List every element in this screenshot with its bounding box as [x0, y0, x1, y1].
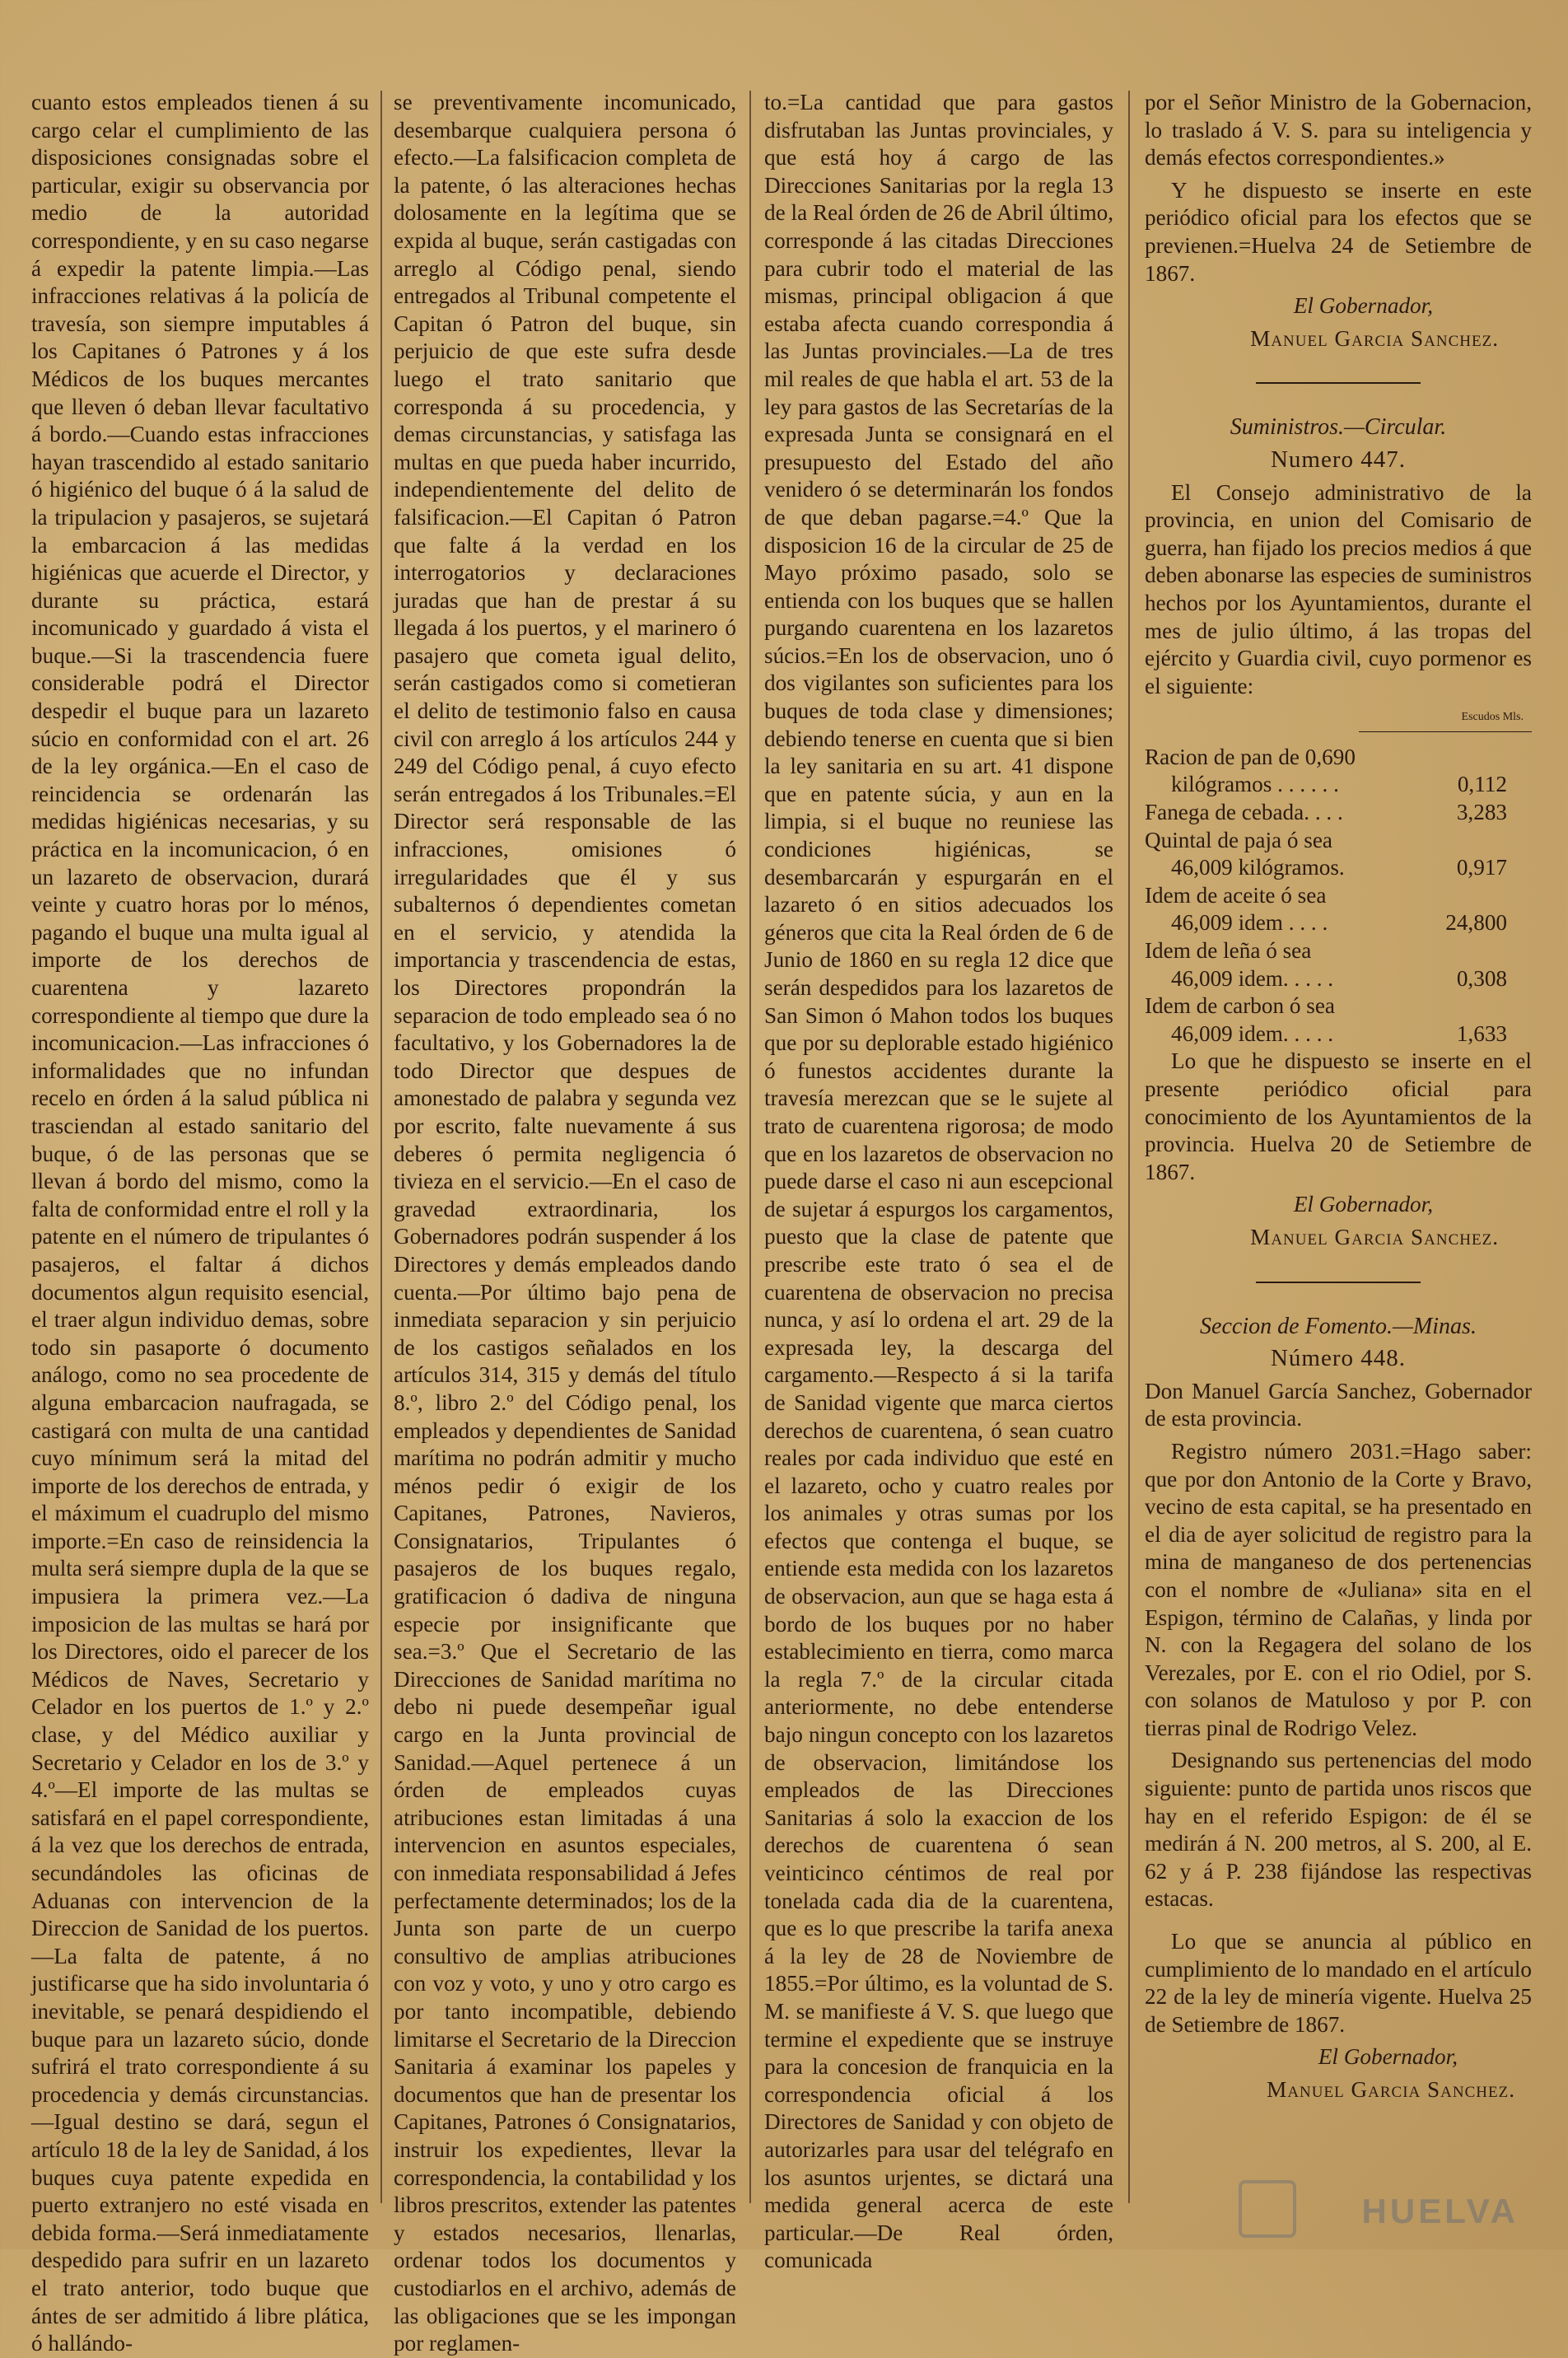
- column-divider: [380, 91, 382, 2203]
- column-divider: [1128, 91, 1130, 2203]
- column-3: [764, 89, 1113, 2273]
- signature-name: Manuel Garcia Sanchez.: [1250, 325, 1499, 351]
- price-row: Fanega de cebada. . . . 3,283: [1145, 800, 1507, 825]
- mining-registry-body: Registro número 2031.=Hago saber: que por don Antonio de la Corte y Bravo, vecino de esta capital, se ha presentado en el dia de ayer solicitud de registro para la mina de manganeso de dos pertenencias con el nombre de «Juliana» sita en el Espigon, término de Calañas, y linda por N. con la Regagera del solano de los Verezales, por E. con el rio Odiel, por S. con solanos de Matuloso y por P. con tierras pinal de Rodrigo Velez.: [1145, 1438, 1532, 1740]
- column-3-text: to.=La cantidad que para gastos disfrutaban las Juntas provinciales, y que está hoy á cargo de las Direcciones Sanitarias por la regla 13 de la Real órden de 26 de Abril último, corresponde á las citadas Direcciones para cubrir todo el material de las mismas, principal obligacion á que estaba afecta cuando correspondia á las Juntas provinciales.—La de tres mil reales de que habla el art. 53 de la ley para gastos de las Secretarías de la expresada Junta se consignará en el presupuesto del Estado del año venidero ó se determinarán los fondos de que deban pagarse.=4.º Que la disposicion 16 de la circular de 25 de Mayo próximo pasado, solo se entienda con los buques que se hallen purgando cuarentena en los lazaretos súcios.=En los de observacion, uno ó dos vigilantes son suficientes para los buques de toda clase y dimensiones; debiendo tenerse en cuenta que si bien la ley sanitaria en su art. 41 dispone que en patente súcia, y aun en la limpia, si el buque no reuniese las condiciones higiénicas, se desembarcarán y espurgarán en el lazareto ó en sitios adecuados los géneros que cita la Real órden de 6 de Junio de 1860 en su regla 12 dice que serán despedidos para los lazaretos de San Simon ó Mahon todos los buques que por su deplorable estado higiénico ó funestos accidentes durante la travesía merezcan que se le sujete al trato de cuarentena rigorosa; de modo que en los lazaretos de observacion no puede darse el caso ni aun escepcional de sujetar á espurgos los cargamentos, puesto que la clase de patente que prescribe este trato ó sea el de cuarentena de observacion no precisa nunca, y así lo ordena el art. 29 de la expresada ley, la descarga del cargamento.—Respecto á si la tarifa de Sanidad vigente que marca ciertos derechos de cuarentena, ó sean cuatro reales por cada individuo que esté en el lazareto, ocho y cuatro reales por los animales y otras sumas por los efectos que contenga el buque, se entiende esta medida con los lazaretos de observacion, aun que se haga esta á bordo de los buques por no haber establecimiento en tierra, como marca la regla 7.º de la circular citada anteriormente, no debe entenderse bajo ningun concepto con los lazaretos de observacion, limitándose los empleados de las Direcciones Sanitarias á solo la exaccion de los derechos de cuarentena ó sean veinticinco céntimos de real por tonelada cada dia de la cuarentena, que es lo que prescribe la tarifa anexa á la ley de 28 de Noviembre de 1855.=Por último, es la voluntad de S. M. se manifieste á V. S. que luego que termine el expediente que se instruye para la concesion de franquicia en la correspondencia oficial á los Directores de Sanidad y con objeto de autorizarles para usar del telégrafo en los asuntos urjentes, se dictará una medida general acerca de este particular.—De Real órden, comunicada: [764, 90, 1113, 2273]
- column-1-text: cuanto estos empleados tienen á su cargo celar el cumplimiento de las disposiciones consignadas sobre el particular, exigir su observancia por medio de la autoridad correspondiente, y en su caso negarse á expedir la patente limpia.—Las infracciones relativas á la policía de travesía, son siempre imputables á los Capitanes ó Patrones y á los Médicos de los buques mercantes que lleven ó deban llevar facultativo á bordo.—Cuando estas infracciones hayan trascendido al estado sanitario ó higiénico del buque ó á la salud de la tripulacion y pasajeros, se sujetará la embarcacion á las medidas higiénicas que acuerde el Director, y durante su práctica, estará incomunicado y guardado á vista el buque.—Si la trascendencia fuere considerable podrá el Director despedir el buque para un lazareto súcio en conformidad con el art. 26 de la ley orgánica.—En el caso de reincidencia se ordenarán las medidas higiénicas necesarias, y su práctica en la incomunicacion, ó en un lazareto de observacion, durará veinte y cuatro horas por lo ménos, pagando el buque una multa igual al importe de los derechos de cuarentena y lazareto correspondiente al tiempo que dure la incomunicacion.—Las infracciones ó informalidades que no infundan recelo en órden á la salud pública ni trasciendan al estado sanitario del buque, ó de las personas que se llevan á bordo del mismo, como la falta de conformidad entre el roll y la patente en el número de tripulantes ó pasajeros, el faltar á dichos documentos algun requisito esencial, el traer algun individuo demas, sobre todo sin pasaporte ó documento análogo, como no sea procedente de alguna embarcacion naufragada, se castigará con multa de una cantidad cuyo mínimum será la mitad del importe de los derechos de entrada, y el máximum el cuadruplo del mismo importe.=En caso de reinsidencia la multa será siempre dupla de la que se impusiera la primera vez.—La imposicion de las multas se hará por los Directores, oido el parecer de los Médicos de Naves, Secretario y Celador en los puertos de 1.º y 2.º clase, y del Médico auxiliar y Secretario y Celador en los de 3.º y 4.º—El importe de las multas se satisfará en el papel correspondiente, á la vez que los derechos de entrada, secundándoles las oficinas de Aduanas con intervencion de la Direccion de Sanidad de los puertos.—La falta de patente, á no justificarse que ha sido involuntaria ó inevitable, se penará despidiendo el buque para un lazareto súcio, donde sufrirá el trato correspondiente á su procedencia y demás circunstancias.—Igual destino se dará, segun el artículo 18 de la ley de Sanidad, á los buques cuya patente expedida en puerto extranjero no esté visada en debida forma.—Será inmediatamente despedido para sufrir en un lazareto el trato anterior, todo buque que ántes de ser admitido á libre plática, ó hallándo-: [31, 90, 369, 2356]
- section-heading-fomento: Seccion de Fomento.—Minas.: [1200, 1313, 1477, 1339]
- mining-closing: Lo que se anuncia al público en cumplimiento de lo mandado en el artículo 22 de la ley de minería vigente. Huelva 25 de Setiembre de 1867.: [1145, 1929, 1532, 2037]
- price-row: Idem de carbon ó sea 46,009 idem. . . . . 1,633: [1145, 993, 1507, 1046]
- continuation-text: por el Señor Ministro de la Gobernacion, lo traslado á V. S. para su inteligencia y demás efectos correspondientes.»: [1145, 90, 1532, 170]
- insertion-notice: Y he dispuesto se inserte en este periódico oficial para los efectos que se previenen.=Huelva 24 de Setiembre de 1867.: [1145, 177, 1532, 286]
- price-row: Idem de aceite ó sea 46,009 idem . . . . 24,800: [1145, 882, 1507, 936]
- price-row: Racion de pan de 0,690 kilógramos . . . . . . 0,112: [1145, 744, 1507, 797]
- signature-title: El Gobernador,: [1293, 1192, 1433, 1217]
- column-2: [394, 89, 736, 2356]
- section-heading-suministros: Suministros.—Circular.: [1230, 414, 1447, 441]
- signature-name: Manuel Garcia Sanchez.: [1250, 1224, 1499, 1249]
- notice-number-448: Número 448.: [1270, 1345, 1407, 1372]
- notice-number-447: Numero 447.: [1270, 446, 1407, 473]
- signature-title: El Gobernador,: [1318, 2044, 1458, 2070]
- governor-intro: Don Manuel García Sanchez, Gobernador de esta provincia.: [1145, 1378, 1532, 1431]
- archive-logo-icon: [1239, 2180, 1296, 2238]
- suministros-body: El Consejo administrativo de la provincia, en union del Comisario de guerra, han fijado los precios medios á que deben abonarse las especies de suministros hechos por los Ayuntamientos, durante el mes de julio último, á las tropas del ejército y Guardia civil, cuyo pormenor es el siguiente:: [1145, 479, 1532, 698]
- archive-watermark: HUELVA: [1361, 2192, 1519, 2230]
- section-divider: [1256, 1282, 1421, 1283]
- signature-name: Manuel Garcia Sanchez.: [1267, 2077, 1515, 2102]
- suministros-closing: Lo que he dispuesto se inserte en el presente periódico oficial para conocimiento de los Ayuntamientos de la provincia. Huelva 20 de Setiembre de 1867.: [1145, 1048, 1532, 1184]
- signature-title: El Gobernador,: [1293, 293, 1433, 319]
- price-column-header: Escudos Mls.: [1359, 703, 1532, 732]
- column-divider: [749, 91, 751, 2203]
- price-list: [1145, 744, 1532, 1048]
- price-row: Idem de leña ó sea 46,009 idem. . . . . 0,308: [1145, 938, 1507, 991]
- price-row: Quintal de paja ó sea 46,009 kilógramos. 0,917: [1145, 827, 1507, 880]
- mining-boundaries: Designando sus pertenencias del modo siguiente: punto de partida unos riscos que hay en el referido Espigon: de él se medirán á N. 200 metros, al S. 200, al E. 62 y á P. 238 fijándose las respectivas estacas.: [1145, 1748, 1532, 1912]
- column-4: [1145, 89, 1532, 2197]
- section-divider: [1256, 382, 1421, 384]
- column-1: [31, 89, 369, 2356]
- column-2-text: se preventivamente incomunicado, desembarque cualquiera persona ó efecto.—La falsificacion completa de la patente, ó las alteraciones hechas dolosamente en la legítima que se expida al buque, serán castigadas con arreglo al Código penal, siendo entregados al Tribunal competente el Capitan ó Patron del buque, sin perjuicio de que este sufra desde luego el trato sanitario que corresponda á su procedencia, y demas circunstancias, y satisfaga las multas en que pueda haber incurrido, independientemente del delito de falsificacion.—El Capitan ó Patron que falte á la verdad en los interrogatorios y declaraciones juradas que han de prestar á su llegada á los puertos, y el marinero ó pasajero que cometa igual delito, serán castigados como si cometieran el delito de testimonio falso en causa civil con arreglo á los artículos 244 y 249 del Código penal, á cuyo efecto serán entregados á los Tribunales.=El Director será responsable de las infracciones, omisiones ó irregularidades que él y sus subalternos ó dependientes cometan en el servicio, y atendida la importancia y trascendencia de estas, los Directores propondrán la separacion de todo empleado sea ó no facultativo, y los Gobernadores la de todo Director que despues de amonestado de palabra y segunda vez por escrito, falte nuevamente á sus deberes ó permita negligencia ó tivieza en el servicio.—En el caso de gravedad extraordinaria, los Gobernadores podrán suspender á los Directores y demás empleados dando cuenta.—Por último bajo pena de inmediata separacion y sin perjuicio de los castigos señalados en los artículos 314, 315 y demás del título 8.º, libro 2.º del Código penal, los empleados y dependientes de Sanidad marítima no podrán admitir y mucho ménos pedir ó exigir de los Capitanes, Patrones, Navieros, Consignatarios, Tripulantes ó pasajeros de los buques regalo, gratificacion ó dadiva de ninguna especie por insignificante que sea.=3.º Que el Secretario de las Direcciones de Sanidad marítima no debo ni puede desempeñar igual cargo en la Junta provincial de Sanidad.—Aquel pertenece á un órden de empleados cuyas atribuciones estan limitadas á una intervencion en asuntos especiales, con inmediata responsabilidad á Jefes perfectamente determinados; los de la Junta son parte de un cuerpo consultivo de amplias atribuciones con voz y voto, y uno y otro cargo es por tanto incompatible, debiendo limitarse el Secretario de la Direccion Sanitaria á examinar los papeles y documentos que han de presentar los Capitanes, Patrones ó Consignatarios, instruir los expedientes, llevar la correspondencia, la contabilidad y los libros prescritos, extender las patentes y estados necesarios, llenarlas, ordenar todos los documentos y custodiarlos en el archivo, además de las obligaciones que se les impongan por reglamen-: [394, 90, 736, 2356]
